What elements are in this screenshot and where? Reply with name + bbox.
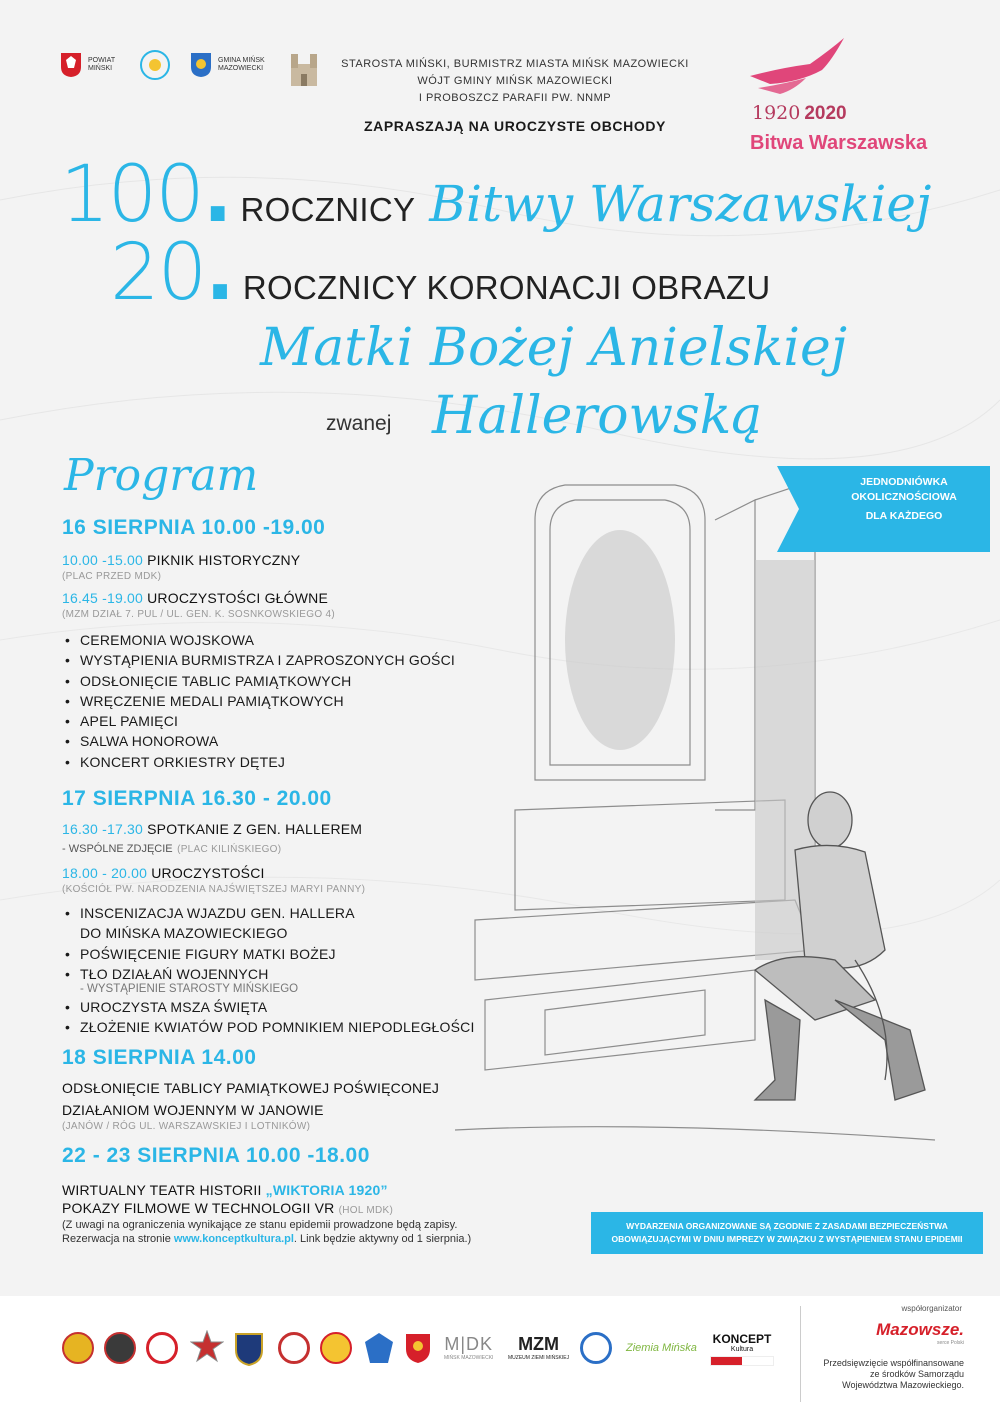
title-script-hallerowska: Hallerowską [432,386,763,446]
day1-event1-name: PIKNIK HISTORYCZNY [147,552,301,568]
day4-note2-b: . Link będzie aktywny od 1 sierpnia.) [293,1233,472,1245]
day4-section [62,1144,582,1245]
mdk-name: M|DK [444,1334,494,1354]
safety-line1: WYDARZENIA ORGANIZOWANE SĄ ZGODNIE Z ZASADAMI BEZPIECZEŃSTWA [626,1221,948,1231]
organizers-line2: WÓJT GMINY MIŃSK MAZOWIECKI [417,75,613,87]
day4-line2 [62,1200,582,1216]
mazowsze-logo [876,1320,964,1346]
day4-theater: WIRTUALNY TEATR HISTORII [62,1182,262,1198]
funding-line2: ze środków Samorządu [869,1369,964,1379]
day2-item: • ZŁOŻENIE KWIATÓW POD POMNIKIEM NIEPODLEGŁOŚCI [62,1017,502,1037]
day4-vr: POKAZY FILMOWE W TECHNOLOGII VR [62,1200,335,1216]
banner-top-line2: OKOLICZNOŚCIOWA [851,491,957,503]
day1-event2-name: UROCZYSTOŚCI GŁÓWNE [147,590,329,606]
safety-banner [591,1212,983,1254]
day1-date: 16 SIERPNIA 10.00 -19.00 [62,516,326,539]
title-koronacji: ROCZNICY KORONACJI OBRAZU [242,269,771,306]
day1-event2 [62,590,502,606]
day2-date: 17 SIERPNIA 16.30 - 20.00 [62,787,332,810]
title-dot-1: . [202,150,231,240]
day1-item: • WYSTĄPIENIA BURMISTRZA I ZAPROSZONYCH GOŚCI [62,650,502,670]
day2-item: • POŚWIĘCENIE FIGURY MATKI BOŻEJ [62,944,502,964]
day1-event2-time: 16.45 -19.00 [62,590,144,606]
coat-of-arms-icon [60,52,82,78]
day2-items [62,903,502,984]
day3-location: (JANÓW / RÓG UL. WARSZAWSKIEJ I LOTNIKÓW) [62,1121,311,1132]
day1-event1-time: 10.00 -15.00 [62,552,144,568]
year-end: 2020 [804,103,847,124]
day1-item: • KONCERT ORKIESTRY DĘTEJ [62,752,502,772]
day2-event1-location: (PLAC KILIŃSKIEGO) [177,844,282,855]
footer-divider [800,1306,801,1402]
banner-top-line3: DLA KAŻDEGO [865,510,943,522]
title-row-1 [60,150,931,240]
day2-item [62,903,502,944]
powiat-label: POWIAT MIŃSKI [88,57,115,72]
title-script-bitwy: Bitwy Warszawskiej [429,175,932,233]
partner-logo-2 [104,1332,136,1364]
day4-note2 [62,1233,582,1245]
day3-line1: ODSŁONIĘCIE TABLICY PAMIĄTKOWEJ POŚWIĘCONEJ [62,1080,440,1096]
day4-note1: (Z uwagi na ograniczenia wynikające ze stanu epidemii prowadzone będą zapisy. [62,1219,458,1231]
circle-emblem [140,50,170,80]
day2-item: • TŁO DZIAŁAŃ WOJENNYCH [62,964,502,984]
day2-event2-time: 18.00 - 20.00 [62,865,148,881]
day1-event1 [62,552,502,568]
title-number-100: 100 [60,150,203,240]
partner-logo-6 [278,1332,310,1364]
title-row-2 [110,228,771,318]
partner-logo-3 [146,1332,178,1364]
mdk-logo [444,1334,493,1361]
day2-item3-sub: - WYSTĄPIENIE STAROSTY MIŃSKIEGO [80,983,299,996]
koncept-logo [710,1332,774,1366]
invite-text: ZAPRASZAJĄ NA UROCZYSTE OBCHODY [364,118,666,134]
day2-event2-location: (KOŚCIÓŁ PW. NARODZENIA NAJŚWIĘTSZEJ MARYI PANNY) [62,884,366,895]
day2-items-more [62,997,502,1038]
day4-vr-location: (HOL MDK) [338,1205,394,1216]
day4-line1 [62,1182,582,1198]
funding-line1: Przedsięwzięcie współfinansowane [823,1358,964,1368]
mdk-sub: MIŃSK MAZOWIECKI [444,1355,494,1361]
day2-event2 [62,865,502,881]
mazowsze-sub: serce Polski [937,1340,964,1346]
funding-note [823,1358,964,1391]
day1-item: • WRĘCZENIE MEDALI PAMIĄTKOWYCH [62,691,502,711]
title-dot-2: . [205,228,233,318]
year-start: 1920 [752,102,801,124]
day3-section [62,1046,502,1132]
gmina-label: GMINA MIŃSK MAZOWIECKI [218,57,265,72]
day2-section [62,787,502,1038]
day3-date: 18 SIERPNIA 14.00 [62,1046,257,1069]
day2-item1-a: INSCENIZACJA WJAZDU GEN. HALLERA [80,905,355,921]
funding-line3: Województwa Mazowieckiego. [842,1380,964,1390]
koncept-name: KONCEPT [712,1332,772,1346]
day1-item: • SALWA HONOROWA [62,731,502,751]
day2-event2-name: UROCZYSTOŚCI [151,865,265,881]
mazowsze-name: Mazowsze. [876,1320,964,1339]
safety-line2: OBOWIĄZUJĄCYMI W DNIU IMPREZY W ZWIĄZKU Z WYSTĄPIENIEM STANU EPIDEMII [611,1234,963,1244]
day1-event1-location: (PLAC PRZED MDK) [62,571,162,582]
eagle-wing-icon [740,36,850,98]
day2-item: • UROCZYSTA MSZA ŚWIĘTA [62,997,502,1017]
organizers [300,56,730,107]
reservation-link[interactable]: www.konceptkultura.pl [173,1233,294,1245]
day1-item: • ODSŁONIĘCIE TABLIC PAMIĄTKOWYCH [62,671,502,691]
day2-event1-sub: - WSPÓLNE ZDJĘCIE [62,843,173,855]
day2-event1-name: SPOTKANIE Z GEN. HALLEREM [147,821,363,837]
partner-shield-logo [234,1332,264,1366]
partner-logo-ring [580,1332,612,1364]
day4-wiktoria: „WIKTORIA 1920” [265,1182,388,1198]
day2-item1-b: DO MIŃSKA MAZOWIECKIEGO [80,925,288,942]
partner-logo-1 [62,1332,94,1364]
organizers-line3: I PROBOSZCZ PARAFII PW. NNMP [418,92,612,104]
day1-section [62,516,502,772]
banner-ribbon-tail [777,466,822,552]
powiat-logo [60,52,120,78]
program-heading: Program [64,450,259,501]
ziemia-minska-logo: Ziemia Mińska [626,1342,697,1354]
haller-sketch-illustration [455,480,985,1180]
title-rocznicy-1: ROCZNICY [240,191,416,228]
mzm-sub: MUZEUM ZIEMI MIŃSKIEJ [508,1355,570,1361]
day4-date: 22 - 23 SIERPNIA 10.00 -18.00 [62,1144,370,1167]
banner-top-line1: JEDNODNIÓWKA [860,476,948,488]
day1-item: • APEL PAMIĘCI [62,711,502,731]
coorganizer-label: współorganizator [901,1304,962,1313]
sun-crest-icon [190,52,212,78]
mzm-logo [508,1334,569,1361]
day2-event1 [62,821,502,837]
title-number-20: 20 [110,228,206,318]
day4-note2-a: Rezerwacja na stronie [62,1233,171,1245]
organizers-line1: STAROSTA MIŃSKI, BURMISTRZ MIASTA MIŃSK MAZOWIECKI [341,58,689,70]
jednodniowka-banner [818,466,990,552]
day1-event2-location: (MZM DZIAŁ 7. PUL / UL. GEN. K. SOSNKOWSKIEGO 4) [62,609,335,620]
partner-scout-logo [364,1332,394,1364]
day1-item: • CEREMONIA WOJSKOWA [62,630,502,650]
day2-event1-time: 16.30 -17.30 [62,821,144,837]
koncept-sub: Kultura [730,1346,754,1353]
day2-event1-detail [62,839,502,857]
gmina-logo [190,52,268,78]
partner-crest-logo [404,1332,432,1364]
partner-star-logo [190,1330,224,1366]
anniversary-years [752,102,847,125]
day3-line2: DZIAŁANIOM WOJENNYM W JANOWIE [62,1102,324,1118]
mzm-name: MZM [518,1334,560,1354]
anniversary-name: Bitwa Warszawska [750,132,928,154]
title-script-matki: Matki Bożej Anielskiej [260,318,847,378]
partner-logo-7 [320,1332,352,1364]
title-zwanej: zwanej [326,412,392,435]
day1-items [62,630,502,772]
